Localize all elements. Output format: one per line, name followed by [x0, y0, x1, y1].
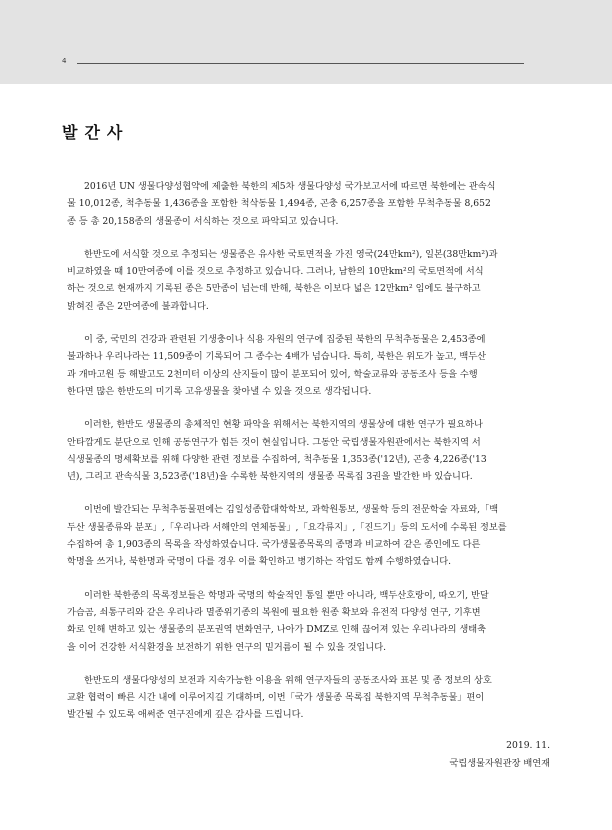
- paragraph-1: [67, 178, 547, 230]
- header-band: [0, 0, 612, 84]
- text-line: 하는 것으로 현재까지 기록된 종은 5만종이 넘는데 반해, 북한은 이보다 넓은 12만km² 임에도 불구하고: [67, 283, 481, 295]
- paragraph-7: [67, 672, 547, 724]
- page-title: 발간사: [62, 123, 130, 142]
- text-line: 이러한, 한반도 생물종의 총체적인 현황 파악을 위해서는 북한지역의 생물상에 대한 연구가 필요하나: [84, 419, 483, 431]
- paragraph-5: [67, 501, 547, 570]
- text-line: 이번에 발간되는 무척추동물편에는 김일성종합대학학보, 과학원통보, 생물학 등의 전문학술 자료와,「백: [84, 504, 499, 516]
- text-line: 물 10,012종, 척추동물 1,436종을 포함한 척삭동물 1,494종, 곤충 6,257종을 포함한 무척추동물 8,652: [67, 198, 491, 210]
- text-line: 년), 그리고 관속식물 3,523종('18년)을 수록한 북한지역의 생물종 목록집 3권을 발간한 바 있습니다.: [67, 471, 473, 483]
- text-line: 식생물종의 명세확보를 위해 다양한 관련 정보를 수집하여, 척추동물 1,353종('12년), 곤충 4,226종('13: [67, 453, 487, 465]
- text-line: 한반도에 서식할 것으로 추정되는 생물종은 유사한 국토면적을 가진 영국(24만km²), 일본(38만km²)과: [84, 248, 498, 260]
- paragraph-6: [67, 587, 547, 656]
- signature-date: 2019. 11.: [506, 740, 550, 751]
- text-line: 안타깝게도 분단으로 인해 공동연구가 힘든 것이 현실입니다. 그동안 국립생물자원관에서는 북한지역 서: [67, 436, 481, 448]
- text-line: 두산 생물종류와 분포」,「우리나라 서해안의 연체동물」,「요각류지」,「진드기」등의 도서에 수록된 정보를: [67, 521, 507, 533]
- text-line: 비교하였을 때 10만여종에 이를 것으로 추정하고 있습니다. 그러나, 남한의 10만km²의 국토면적에 서식: [67, 266, 484, 278]
- text-line: 가슴곰, 쇠통구리와 같은 우리나라 멸종위기종의 복원에 필요한 원종 확보와 유전적 다양성 연구, 기후변: [67, 606, 481, 618]
- text-line: 화로 인해 변하고 있는 생물종의 분포권역 변화연구, 나아가 DMZ로 인해 끊어져 있는 우리나라의 생태축: [67, 624, 487, 636]
- page-number: 4: [62, 57, 67, 65]
- text-line: 불과하나 우리나라는 11,509종이 기록되어 그 종수는 4배가 넘습니다. 특히, 북한은 위도가 높고, 백두산: [67, 351, 487, 363]
- text-line: 2016년 UN 생물다양성협약에 제출한 북한의 제5차 생물다양성 국가보고서에 따르면 북한에는 관속식: [84, 181, 496, 192]
- body-text: [67, 178, 547, 740]
- text-line: 한다면 많은 한반도의 미기록 고유생물을 찾아낼 수 있을 것으로 생각됩니다.: [67, 385, 372, 397]
- text-line: 발간될 수 있도록 애써준 연구진에게 깊은 감사를 드립니다.: [67, 709, 304, 721]
- paragraph-3: [67, 331, 547, 400]
- text-line: 이 중, 국민의 건강과 관련된 기생충이나 식용 자원의 연구에 집중된 북한의 무척추동물은 2,453종에: [84, 334, 486, 346]
- paragraph-4: [67, 416, 547, 485]
- paragraph-2: [67, 246, 547, 315]
- text-line: 한반도의 생물다양성의 보전과 지속가능한 이용을 위해 연구자들의 공동조사와 표본 및 종 정보의 상호: [84, 674, 492, 686]
- text-line: 과 개마고원 등 해발고도 2천미터 이상의 산지들이 많이 분포되어 있어, 학술교류와 공동조사 등을 수행: [67, 368, 478, 380]
- signature-author: 국립생물자원관장 배연재: [449, 757, 550, 769]
- signature-block: [449, 737, 550, 772]
- text-line: 교환 협력이 빠른 시간 내에 이루어지길 기대하며, 이번「국가 생물종 목록집 북한지역 무척추동물」편이: [67, 692, 485, 704]
- text-line: 수집하여 총 1,903종의 목록을 작성하였습니다. 국가생물종목록의 종명과 비교하여 같은 종인에도 다른: [67, 539, 481, 551]
- text-line: 학명을 쓰거나, 북한명과 국명이 다를 경우 이를 확인하고 병기하는 작업도 함께 수행하였습니다.: [67, 556, 452, 568]
- text-line: 종 등 총 20,158종의 생물종이 서식하는 것으로 파악되고 있습니다.: [67, 215, 339, 227]
- header-rule: [77, 63, 524, 64]
- text-line: 밝혀진 종은 2만여종에 불과합니다.: [67, 300, 209, 312]
- text-line: 이러한 북한종의 목록정보들은 학명과 국명의 학술적인 통일 뿐만 아니라, 백두산호랑이, 따오기, 반달: [84, 589, 489, 601]
- text-line: 을 이어 건강한 서식환경을 보전하기 위한 연구의 밑거름이 될 수 있을 것입니다.: [67, 641, 387, 653]
